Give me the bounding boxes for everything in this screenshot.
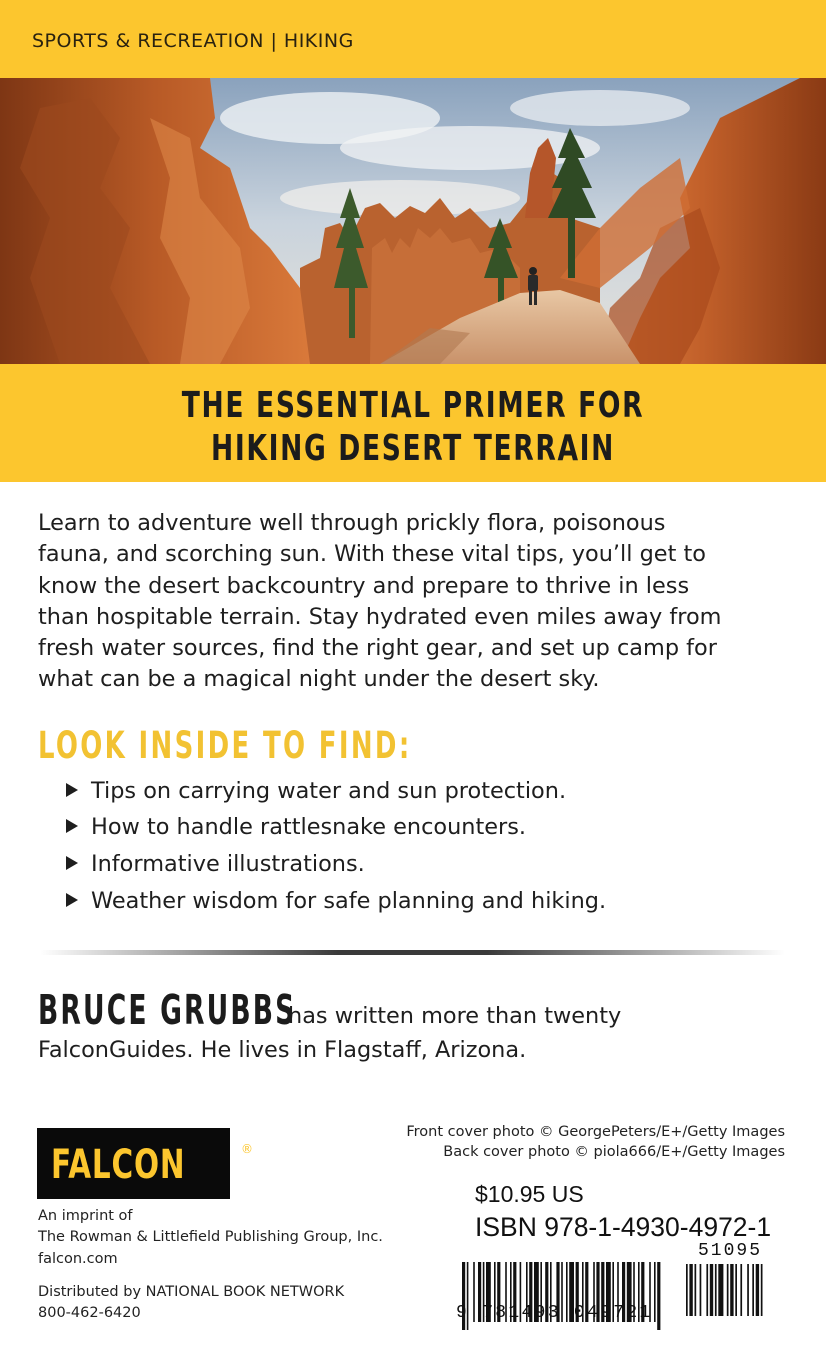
barcode-addon-bar: [747, 1264, 749, 1316]
barcode-addon-bar: [740, 1264, 742, 1316]
triangle-bullet-icon: [66, 783, 78, 797]
barcode-addon-bar: [695, 1264, 697, 1316]
barcode-addon-digits: 51095: [698, 1241, 763, 1261]
description-line: Learn to adventure well through prickly flora, poisonous: [38, 510, 666, 536]
cover-photo: [0, 78, 826, 364]
headline-line-2: HIKING DESERT TERRAIN: [210, 428, 616, 469]
back-cover-credit: Back cover photo © piola666/E+/Getty Images: [443, 1144, 785, 1160]
feature-text: Tips on carrying water and sun protection.: [91, 778, 567, 804]
description-line: fresh water sources, find the right gear, and set up camp for: [38, 635, 717, 662]
barcode-bar: [657, 1262, 660, 1330]
barcode-addon-bar: [686, 1264, 688, 1316]
category-label: SPORTS & RECREATION | HIKING: [32, 30, 354, 52]
description: [38, 508, 798, 696]
triangle-bullet-icon: [66, 893, 78, 907]
barcode-addon-bar: [730, 1264, 733, 1316]
headline-line-1: THE ESSENTIAL PRIMER FOR: [181, 385, 645, 426]
barcode-addon-bar: [756, 1264, 759, 1316]
author-bio-line-2: FalconGuides. He lives in Flagstaff, Arizona.: [38, 1037, 527, 1063]
triangle-bullet-icon: [66, 856, 78, 870]
imprint-line-1: An imprint of: [38, 1208, 133, 1224]
feature-text: How to handle rattlesnake encounters.: [91, 814, 527, 840]
barcode-addon-bar: [715, 1264, 717, 1316]
barcode-bar: [654, 1262, 656, 1322]
publisher-website: falcon.com: [38, 1251, 118, 1267]
barcode-addon-bar: [727, 1264, 729, 1316]
registered-mark: ®: [241, 1142, 253, 1156]
barcode-addon-bar: [718, 1264, 723, 1316]
feature-item: [66, 778, 566, 804]
distributor-phone: 800-462-6420: [38, 1305, 141, 1321]
barcode-addon-bar: [735, 1264, 737, 1316]
barcode-addon-bar: [761, 1264, 763, 1316]
feature-text: Weather wisdom for safe planning and hiking.: [91, 888, 607, 914]
feature-item: [66, 888, 606, 914]
author-name: BRUCE GRUBBS: [38, 986, 297, 1034]
barcode-addon-bar: [710, 1264, 713, 1316]
feature-item: [66, 851, 365, 877]
description-line: fauna, and scorching sun. With these vital tips, you’ll get to: [38, 541, 706, 568]
barcode-main-digits: 9 781493 049721: [456, 1303, 653, 1323]
falcon-logo: [37, 1128, 253, 1199]
feature-text: Informative illustrations.: [91, 851, 365, 877]
description-line: what can be a magical night under the desert sky.: [38, 666, 600, 693]
description-line: know the desert backcountry and prepare to thrive in less: [38, 572, 690, 599]
feature-item: [66, 814, 526, 840]
barcode-addon-bar: [700, 1264, 702, 1316]
section-divider: [40, 950, 785, 955]
logo-text: FALCON: [51, 1142, 186, 1188]
imprint-line-2: The Rowman & Littlefield Publishing Group, Inc.: [38, 1229, 383, 1245]
barcode-addon-bar: [689, 1264, 692, 1316]
isbn: ISBN 978-1-4930-4972-1: [475, 1212, 772, 1242]
description-line: than hospitable terrain. Stay hydrated even miles away from: [38, 603, 722, 630]
distributor-line: Distributed by NATIONAL BOOK NETWORK: [38, 1284, 345, 1300]
front-cover-credit: Front cover photo © GeorgePeters/E+/Getty Images: [406, 1124, 785, 1140]
triangle-bullet-icon: [66, 819, 78, 833]
barcode-addon-bar: [752, 1264, 754, 1316]
price: $10.95 US: [475, 1181, 584, 1207]
author-bio-line-1: has written more than twenty: [288, 1003, 622, 1029]
look-inside-heading: LOOK INSIDE TO FIND:: [38, 724, 412, 767]
barcode-addon-bar: [706, 1264, 708, 1316]
